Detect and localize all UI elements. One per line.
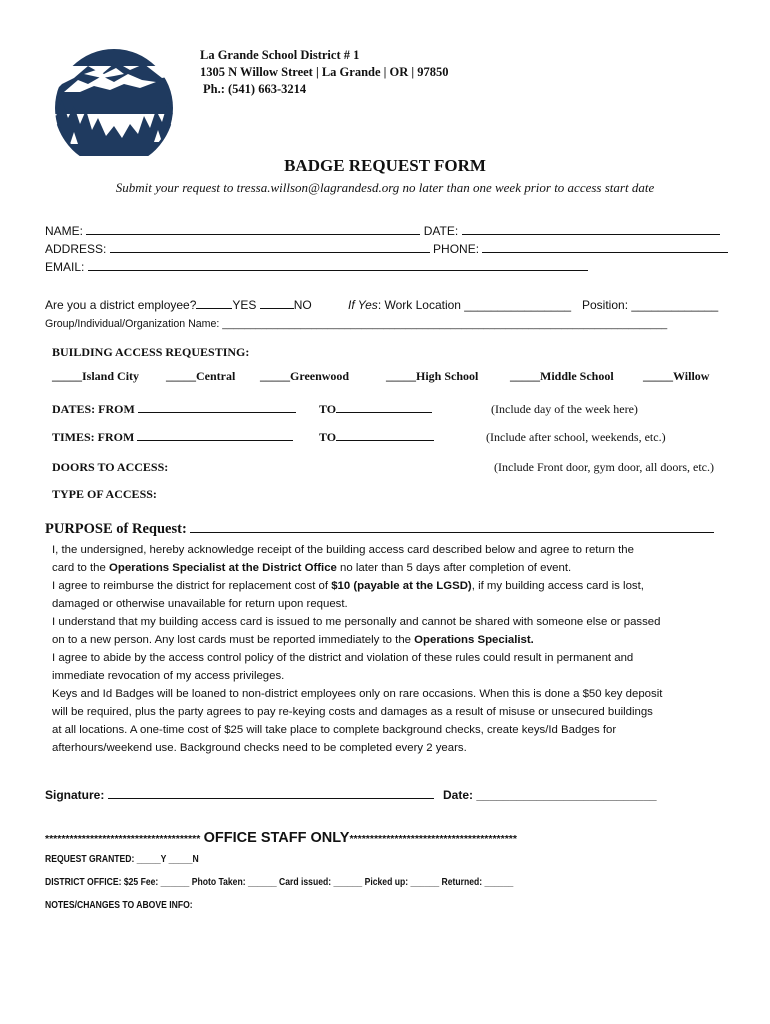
- position-field[interactable]: Position: _____________: [582, 298, 719, 312]
- group-field[interactable]: ________________________________________________________________________________: [222, 319, 668, 330]
- email-row: [45, 260, 588, 274]
- district-phone: Ph.: (541) 663-3214: [203, 82, 307, 96]
- no-blank[interactable]: [260, 308, 294, 309]
- agreement-text: [52, 541, 662, 757]
- dates-to-row: [319, 402, 432, 417]
- group-row: [45, 318, 667, 330]
- dates-to-field[interactable]: [336, 412, 432, 413]
- times-row: [52, 430, 293, 445]
- no-label: NO: [293, 298, 312, 312]
- type-of-access-label: TYPE OF ACCESS:: [52, 487, 157, 501]
- times-note: (Include after school, weekends, etc.): [486, 430, 666, 444]
- purpose-field[interactable]: [190, 532, 714, 533]
- dates-to-label: TO: [319, 402, 337, 416]
- signature-date-label: Date:: [443, 788, 474, 802]
- agreement-line: I, the undersigned, hereby acknowledge receipt of the building access card described below and agree to return the: [52, 544, 634, 556]
- office-staff-title: OFFICE STAFF ONLY: [203, 830, 350, 846]
- dates-from-field[interactable]: [138, 412, 296, 413]
- times-to-label: TO: [319, 430, 337, 444]
- yes-label: YES: [232, 298, 257, 312]
- times-to-field[interactable]: [336, 440, 434, 441]
- signature-label: Signature:: [45, 788, 105, 802]
- building-access-heading: BUILDING ACCESS REQUESTING:: [52, 345, 250, 359]
- address-row: [45, 242, 728, 256]
- address-field[interactable]: [110, 252, 430, 253]
- office-staff-banner: [45, 830, 517, 846]
- form-title: BADGE REQUEST FORM: [284, 156, 486, 175]
- phone-field[interactable]: [482, 252, 728, 253]
- agreement-line: on to a new person. Any lost cards must be reported immediately to the Operations Specialist.: [52, 634, 534, 646]
- if-yes-label: If Yes: [348, 298, 378, 312]
- doors-label: DOORS TO ACCESS:: [52, 460, 169, 474]
- employee-row: [45, 298, 312, 312]
- signature-field[interactable]: [108, 798, 434, 799]
- agreement-line: I agree to reimburse the district for replacement cost of $10 (payable at the LGSD), if my building access card is lost,: [52, 580, 644, 592]
- agreement-line: immediate revocation of my access privileges.: [52, 670, 285, 682]
- agreement-line: at all locations. A one-time cost of $25 will take place to complete background checks, create keys/Id Badges for: [52, 724, 617, 736]
- date-label: DATE:: [423, 224, 459, 238]
- dates-row: [52, 402, 296, 417]
- email-field[interactable]: [88, 270, 588, 271]
- notes-label: NOTES/CHANGES TO ABOVE INFO:: [45, 900, 193, 911]
- yes-blank[interactable]: [196, 308, 232, 309]
- agreement-line: I understand that my building access card is issued to me personally and cannot be shared with someone else or passed: [52, 616, 661, 628]
- district-name: La Grande School District # 1: [200, 48, 360, 62]
- purpose-label: PURPOSE of Request:: [45, 521, 187, 537]
- signature-date-field[interactable]: ___________________________: [476, 788, 657, 802]
- name-label: NAME:: [45, 224, 84, 238]
- work-location-row: [348, 298, 571, 312]
- agreement-line: afterhours/weekend use. Background checks need to be completed every 2 years.: [52, 742, 467, 754]
- group-label: Group/Individual/Organization Name:: [45, 318, 220, 330]
- district-logo: [44, 44, 184, 156]
- agreement-line: I agree to abide by the access control policy of the district and violation of these rules could result in permanent and: [52, 652, 634, 664]
- times-from-field[interactable]: [137, 440, 293, 441]
- form-subtitle: Submit your request to tressa.willson@lagrandesd.org no later than one week prior to access start date: [115, 180, 655, 195]
- building-high-school[interactable]: _____High School: [386, 369, 479, 383]
- work-location-field[interactable]: : Work Location ________________: [377, 298, 572, 312]
- stars-right: *****************************************: [349, 833, 517, 845]
- doors-note: (Include Front door, gym door, all doors, etc.): [494, 460, 714, 474]
- phone-label: PHONE:: [433, 242, 480, 256]
- building-willow[interactable]: _____Willow: [643, 369, 710, 383]
- name-row: [45, 224, 720, 238]
- agreement-line: Keys and Id Badges will be loaned to non-district employees only on rare occasions. When this is done a $50 key deposit: [52, 688, 663, 700]
- building-middle-school[interactable]: _____Middle School: [510, 369, 614, 383]
- times-to-row: [319, 430, 434, 445]
- building-greenwood[interactable]: _____Greenwood: [260, 369, 350, 383]
- district-address: 1305 N Willow Street | La Grande | OR | 97850: [200, 65, 449, 79]
- date-field[interactable]: [462, 234, 720, 235]
- agreement-line: damaged or otherwise unavailable for return upon request.: [52, 598, 348, 610]
- building-central[interactable]: _____Central: [166, 369, 236, 383]
- signature-row: [45, 788, 434, 802]
- signature-date-row: [443, 788, 657, 802]
- district-office-line[interactable]: DISTRICT OFFICE: $25 Fee: ______ Photo Taken: ______ Card issued: ______ Picked up: ______ Returned: ______: [45, 877, 514, 888]
- agreement-line: card to the Operations Specialist at the District Office no later than 5 days after completion of event.: [52, 562, 572, 574]
- request-granted[interactable]: REQUEST GRANTED: _____Y _____N: [45, 854, 199, 865]
- times-from-label: TIMES: FROM: [52, 430, 135, 444]
- dates-from-label: DATES: FROM: [52, 402, 135, 416]
- agreement-line: will be required, plus the party agrees to pay re-keying costs and damages as a result of misuse or unsecured buildings: [52, 706, 653, 718]
- dates-note: (Include day of the week here): [491, 402, 638, 416]
- building-island-city[interactable]: _____Island City: [52, 369, 140, 383]
- purpose-row: [45, 521, 714, 538]
- email-label: EMAIL:: [45, 260, 85, 274]
- employee-question: Are you a district employee?: [45, 298, 197, 312]
- name-field[interactable]: [86, 234, 420, 235]
- stars-left: **************************************: [45, 833, 201, 845]
- address-label: ADDRESS:: [45, 242, 107, 256]
